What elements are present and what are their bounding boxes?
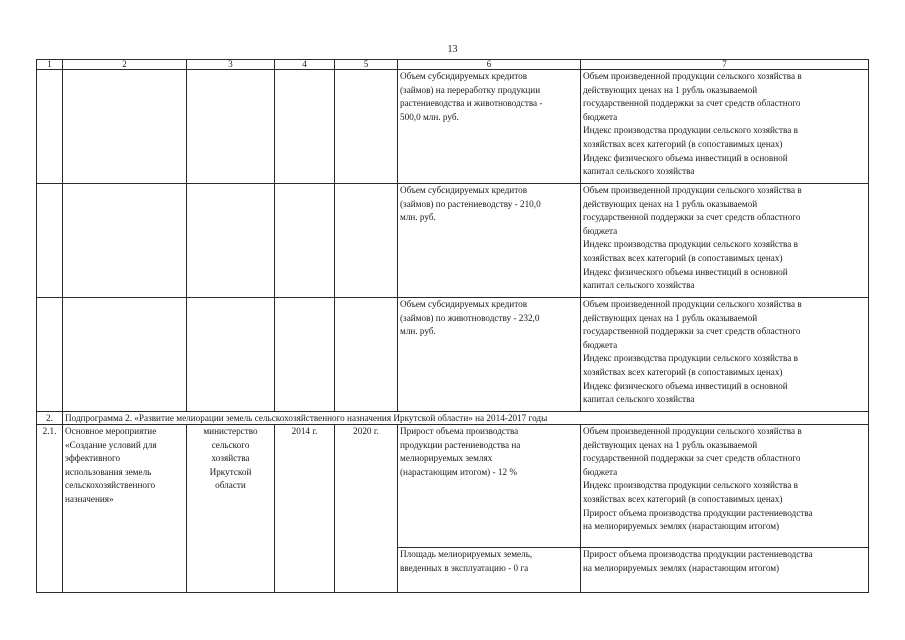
expected-result-cell: Объем субсидируемых кредитов (займов) по животноводству - 232,0 млн. руб.: [398, 298, 581, 412]
indicators-cell: Объем произведенной продукции сельского хозяйства в действующих ценах на 1 рубль оказываемой государственной поддержки за счет средств областного бюджета Индекс производства продукции сельского хозяйства в хозяйствах всех категорий (в сопоставимых ценах) Индекс физического объема инвестиций в основной капитал сельского хозяйства: [581, 298, 869, 412]
section-number: 2.: [37, 412, 63, 425]
expected-result-cell: Объем субсидируемых кредитов (займов) по растениеводству - 210,0 млн. руб.: [398, 184, 581, 298]
activity-name: Основное мероприятие «Создание условий для эффективного использования земель сельскохозяйственного назначения»: [63, 425, 187, 593]
cell-empty: [335, 298, 398, 412]
cell-empty: [275, 184, 335, 298]
indicators-cell: Прирост объема производства продукции растениеводства на мелиорируемых землях (нарастающим итогом): [581, 548, 869, 593]
cell-empty: [37, 70, 63, 184]
cell-empty: [187, 70, 275, 184]
executor-cell: министерство сельского хозяйства Иркутской области: [187, 425, 275, 593]
header-col-1: 1: [37, 60, 63, 70]
cell-empty: [275, 70, 335, 184]
section-title: Подпрограмма 2. «Развитие мелиорации земель сельскохозяйственного назначения Иркутской области» на 2014-2017 годы: [63, 412, 869, 425]
table-row: [37, 184, 869, 298]
indicators-cell: Объем произведенной продукции сельского хозяйства в действующих ценах на 1 рубль оказываемой государственной поддержки за счет средств областного бюджета Индекс производства продукции сельского хозяйства в хозяйствах всех категорий (в сопоставимых ценах) Индекс физического объема инвестиций в основной капитал сельского хозяйства: [581, 70, 869, 184]
cell-empty: [37, 298, 63, 412]
cell-empty: [63, 184, 187, 298]
start-year: 2014 г.: [275, 425, 335, 593]
header-col-6: 6: [398, 60, 581, 70]
header-col-7: 7: [581, 60, 869, 70]
expected-result-cell: Площадь мелиорируемых земель, введенных в эксплуатацию - 0 га: [398, 548, 581, 593]
table-row: [37, 298, 869, 412]
expected-result-cell: Прирост объема производства продукции растениеводства на мелиорируемых землях (нарастающим итогом) - 12 %: [398, 425, 581, 548]
cell-empty: [63, 298, 187, 412]
end-year: 2020 г.: [335, 425, 398, 593]
header-row: [37, 60, 869, 70]
cell-empty: [275, 298, 335, 412]
cell-empty: [335, 184, 398, 298]
program-table: [36, 59, 869, 593]
table-row: [37, 425, 869, 548]
cell-empty: [187, 298, 275, 412]
cell-empty: [335, 70, 398, 184]
cell-empty: [37, 184, 63, 298]
indicators-cell: Объем произведенной продукции сельского хозяйства в действующих ценах на 1 рубль оказываемой государственной поддержки за счет средств областного бюджета Индекс производства продукции сельского хозяйства в хозяйствах всех категорий (в сопоставимых ценах) Прирост объема производства продукции растениеводства на мелиорируемых землях (нарастающим итогом): [581, 425, 869, 548]
cell-empty: [63, 70, 187, 184]
header-col-4: 4: [275, 60, 335, 70]
header-col-5: 5: [335, 60, 398, 70]
cell-empty: [187, 184, 275, 298]
indicators-cell: Объем произведенной продукции сельского хозяйства в действующих ценах на 1 рубль оказываемой государственной поддержки за счет средств областного бюджета Индекс производства продукции сельского хозяйства в хозяйствах всех категорий (в сопоставимых ценах) Индекс физического объема инвестиций в основной капитал сельского хозяйства: [581, 184, 869, 298]
expected-result-cell: Объем субсидируемых кредитов (займов) на переработку продукции растениеводства и животноводства - 500,0 млн. руб.: [398, 70, 581, 184]
item-number: 2.1.: [37, 425, 63, 593]
table-row: [37, 70, 869, 184]
header-col-2: 2: [63, 60, 187, 70]
page-number: 13: [447, 44, 458, 55]
header-col-3: 3: [187, 60, 275, 70]
section-row: [37, 412, 869, 425]
